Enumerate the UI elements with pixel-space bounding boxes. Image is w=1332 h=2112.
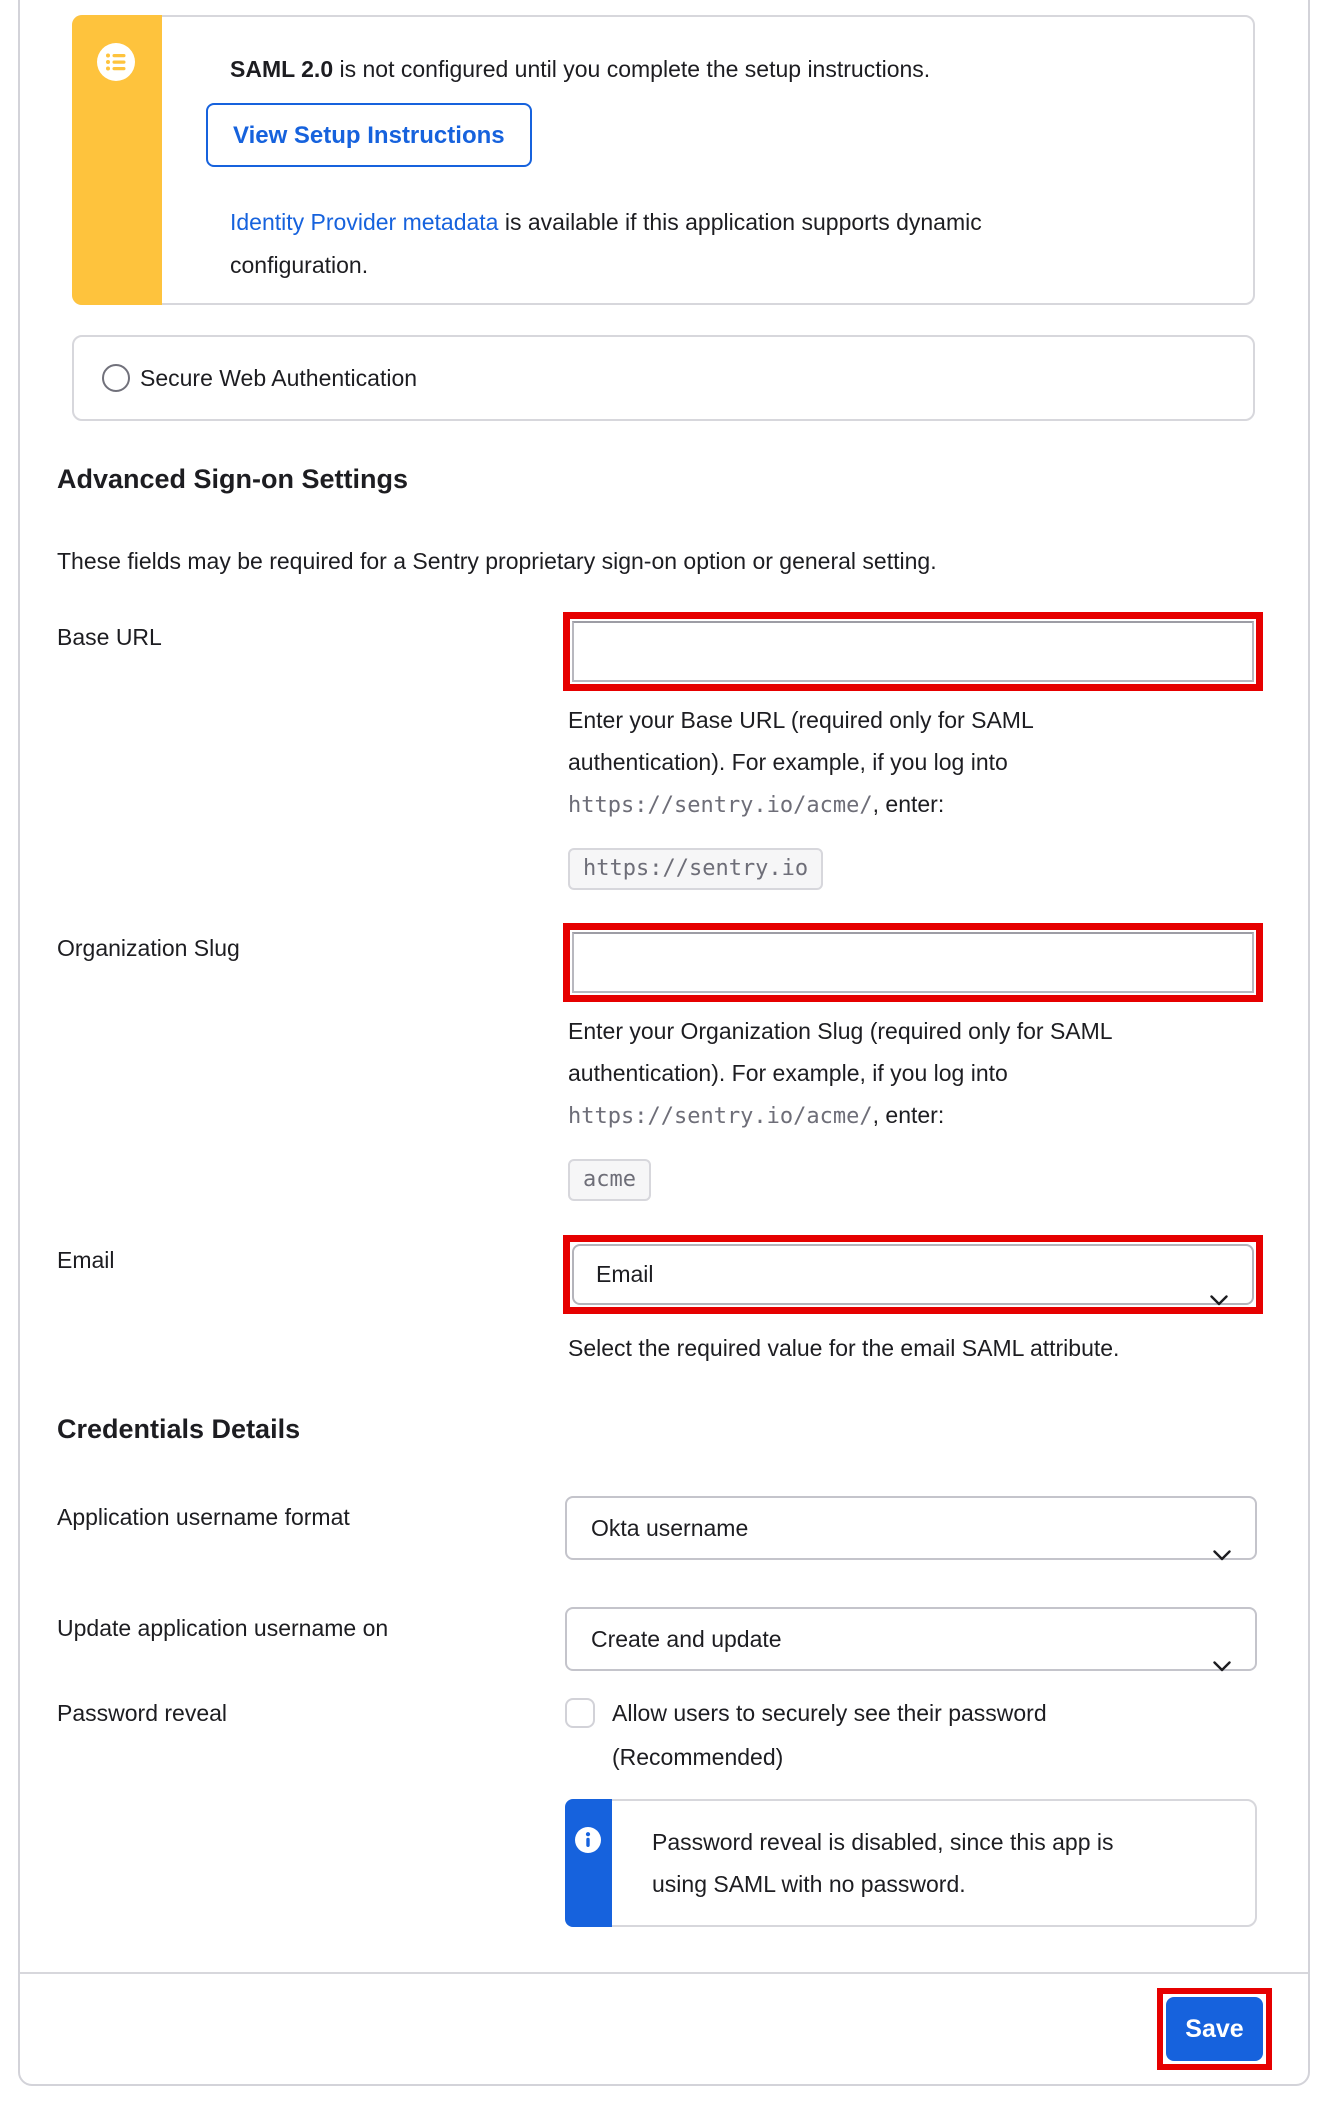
view-setup-instructions-button[interactable]: View Setup Instructions [206,103,532,167]
info-accent-strip [565,1799,612,1927]
org-slug-label: Organization Slug [57,935,240,961]
footer-divider [20,1972,1308,1974]
advanced-sign-on-heading: Advanced Sign-on Settings [57,464,409,494]
chevron-down-icon [1213,1523,1231,1583]
chevron-down-icon [1210,1270,1228,1327]
save-button[interactable]: Save [1166,1997,1263,2061]
base-url-annotation-box [563,612,1263,691]
password-reveal-checkbox[interactable] [565,1698,595,1728]
base-url-example-chip: https://sentry.io [568,848,823,890]
save-annotation-box [1157,1988,1272,2070]
org-slug-example-url: https://sentry.io/acme/ [568,1104,873,1129]
swa-option-label: Secure Web Authentication [140,365,418,391]
saml-label: SAML 2.0 [230,56,334,82]
base-url-input[interactable] [572,621,1254,682]
password-reveal-info-text: Password reveal is disabled, since this app is using SAML with no password. [652,1829,1114,1897]
org-slug-input[interactable] [572,932,1254,993]
advanced-sign-on-intro: These fields may be required for a Sentry proprietary sign-on option or general setting. [57,548,937,574]
swa-option-row [72,335,1255,421]
email-help: Select the required value for the email SAML attribute. [568,1335,1120,1361]
org-slug-help: Enter your Organization Slug (required only for SAML authentication). For example, if you log into https://sentry.io/acme/, enter: acme [568,1010,1263,1201]
password-reveal-label: Password reveal [57,1700,228,1726]
password-reveal-checkbox-label: Allow users to securely see their password (Recommended) [612,1700,1047,1770]
swa-radio-button[interactable] [102,364,130,392]
password-reveal-info-callout [565,1799,1257,1927]
info-icon [575,1827,601,1853]
base-url-example-url: https://sentry.io/acme/ [568,793,873,818]
base-url-label: Base URL [57,624,162,650]
username-format-label: Application username format [57,1504,350,1530]
saml-warning-callout [72,15,1255,305]
saml-warning-text: SAML 2.0 is not configured until you complete the setup instructions. [230,56,931,82]
email-annotation-box [563,1235,1263,1314]
username-format-select[interactable]: Okta username [565,1496,1257,1560]
credentials-details-heading: Credentials Details [57,1414,301,1444]
chevron-down-icon [1213,1634,1231,1694]
update-username-select[interactable]: Create and update [565,1607,1257,1671]
org-slug-example-chip: acme [568,1159,651,1201]
email-label: Email [57,1247,115,1273]
org-slug-annotation-box [563,923,1263,1002]
update-username-label: Update application username on [57,1615,389,1641]
idp-metadata-text: Identity Provider metadata is available if this application supports dynamic configuration. [230,209,982,278]
identity-provider-metadata-link[interactable]: Identity Provider metadata [230,209,499,235]
email-attribute-select[interactable]: Email [572,1244,1254,1305]
list-icon [97,43,135,81]
base-url-help: Enter your Base URL (required only for SAML authentication). For example, if you log into https://sentry.io/acme/, enter: https://sentry.io [568,699,1263,890]
